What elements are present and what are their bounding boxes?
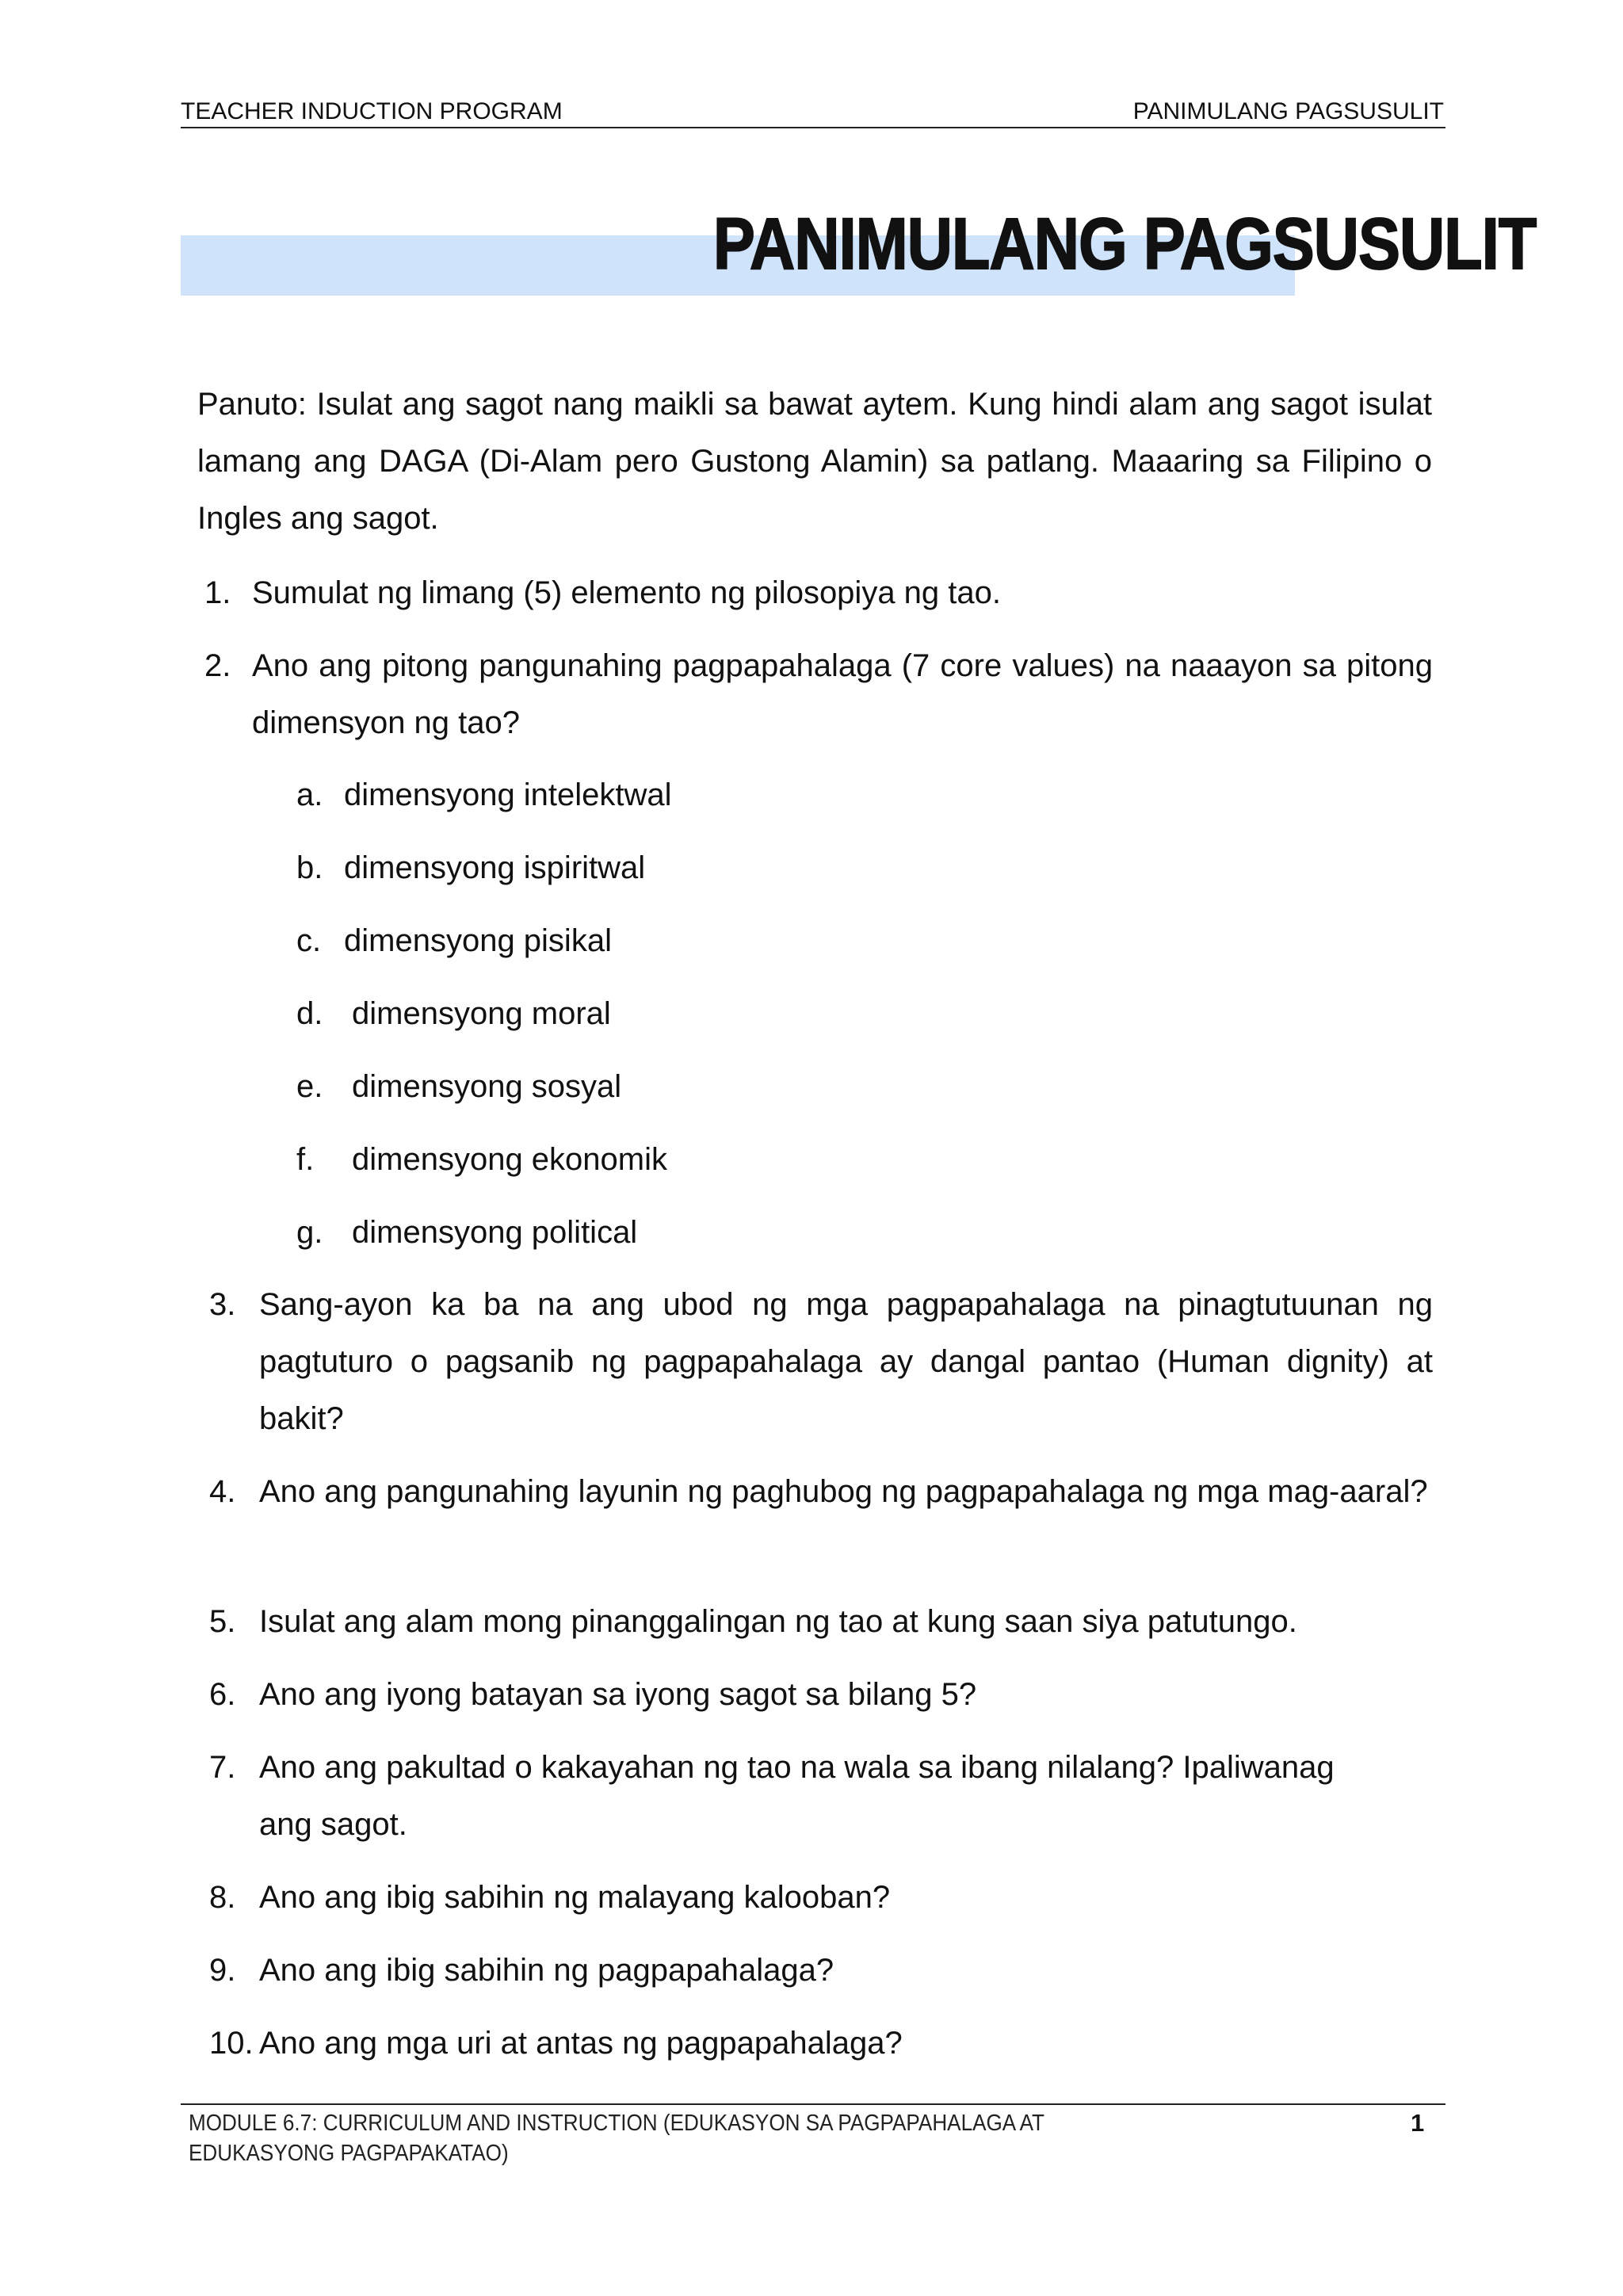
footer-module-title: MODULE 6.7: CURRICULUM AND INSTRUCTION (EDUKASYON SA PAGPAPAHALAGA AT EDUKASYONG PAGPAPAKATAO)	[189, 2111, 1044, 2166]
page-number: 1	[1411, 2109, 1425, 2137]
question-item	[204, 564, 1433, 621]
question-text: Ano ang pangunahing layunin ng paghubog ng pagpapahalaga ng mga mag-aaral?	[259, 1474, 1428, 1509]
sub-item-text: dimensyong moral	[352, 996, 611, 1031]
question-number: 8.	[209, 1880, 236, 1915]
sub-item-letter: a.	[296, 777, 323, 812]
question-text: Isulat ang alam mong pinanggalingan ng tao at kung saan siya patutungo.	[259, 1604, 1297, 1639]
sub-item-text: dimensyong ispiritwal	[344, 850, 646, 885]
instructions-paragraph: Panuto: Isulat ang sagot nang maikli sa bawat aytem. Kung hindi alam ang sagot isulat lamang ang DAGA (Di-Alam pero Gustong Alamin) sa patlang. Maaaring sa Filipino o Ingles ang sagot.	[197, 387, 1432, 536]
question-number: 3.	[209, 1287, 236, 1322]
question-text: Ano ang pakultad o kakayahan ng tao na wala sa ibang nilalang? Ipaliwanag ang sagot.	[259, 1750, 1335, 1842]
sub-item-text: dimensyong intelektwal	[344, 777, 672, 812]
question-item	[204, 637, 1433, 751]
question-item	[209, 2015, 1433, 2072]
question-text: Sang-ayon ka ba na ang ubod ng mga pagpapahalaga na pinagtutuunan ng pagtuturo o pagsanib ng pagpapahalaga ay dangal pantao (Human dignity) at bakit?	[259, 1287, 1433, 1436]
sub-list-item	[296, 766, 772, 823]
sub-list-item	[296, 1058, 772, 1115]
sub-list-item	[296, 839, 772, 896]
sub-item-letter: e.	[296, 1069, 323, 1104]
sub-item-letter: g.	[296, 1215, 323, 1250]
question-number: 6.	[209, 1677, 236, 1712]
sub-item-letter: c.	[296, 923, 322, 958]
question-item	[209, 1593, 1433, 1650]
question-item	[209, 1739, 1433, 1853]
question-number: 4.	[209, 1474, 236, 1509]
question-item	[209, 1276, 1433, 1447]
header-section-name: PANIMULANG PAGSUSULIT	[1132, 98, 1444, 124]
question-number: 1.	[204, 575, 231, 610]
question-text: Ano ang pitong pangunahing pagpapahalaga (7 core values) na naaayon sa pitong dimensyon ng tao?	[252, 648, 1433, 740]
sub-item-text: dimensyong political	[352, 1215, 638, 1250]
question-number: 7.	[209, 1750, 236, 1785]
question-number: 10.	[209, 2026, 254, 2061]
question-item	[209, 1666, 1433, 1723]
sub-item-letter: b.	[296, 850, 323, 885]
sub-item-letter: f.	[296, 1142, 315, 1177]
question-text: Ano ang mga uri at antas ng pagpapahalaga?	[259, 2026, 903, 2061]
page-title: PANIMULANG PAGSUSULIT	[713, 204, 1537, 285]
question-text: Sumulat ng limang (5) elemento ng pilosopiya ng tao.	[252, 575, 1001, 610]
sub-item-text: dimensyong pisikal	[344, 923, 612, 958]
sub-item-text: dimensyong sosyal	[352, 1069, 622, 1104]
sub-list-item	[296, 985, 772, 1042]
sub-item-text: dimensyong ekonomik	[352, 1142, 667, 1177]
sub-list-item	[296, 1204, 772, 1261]
sub-list-item	[296, 1131, 772, 1188]
question-item	[209, 1869, 1433, 1926]
question-text: Ano ang ibig sabihin ng malayang kalooban?	[259, 1880, 891, 1915]
footer-rule	[181, 2103, 1445, 2105]
sub-item-letter: d.	[296, 996, 323, 1031]
question-item	[209, 1942, 1433, 1999]
question-number: 5.	[209, 1604, 236, 1639]
question-number: 9.	[209, 1953, 236, 1988]
running-header	[181, 98, 1445, 128]
header-program-name: TEACHER INDUCTION PROGRAM	[181, 98, 563, 124]
question-text: Ano ang iyong batayan sa iyong sagot sa bilang 5?	[259, 1677, 977, 1712]
question-text: Ano ang ibig sabihin ng pagpapahalaga?	[259, 1953, 834, 1988]
question-number: 2.	[204, 648, 231, 683]
question-item	[209, 1463, 1433, 1577]
sub-list-item	[296, 912, 772, 969]
